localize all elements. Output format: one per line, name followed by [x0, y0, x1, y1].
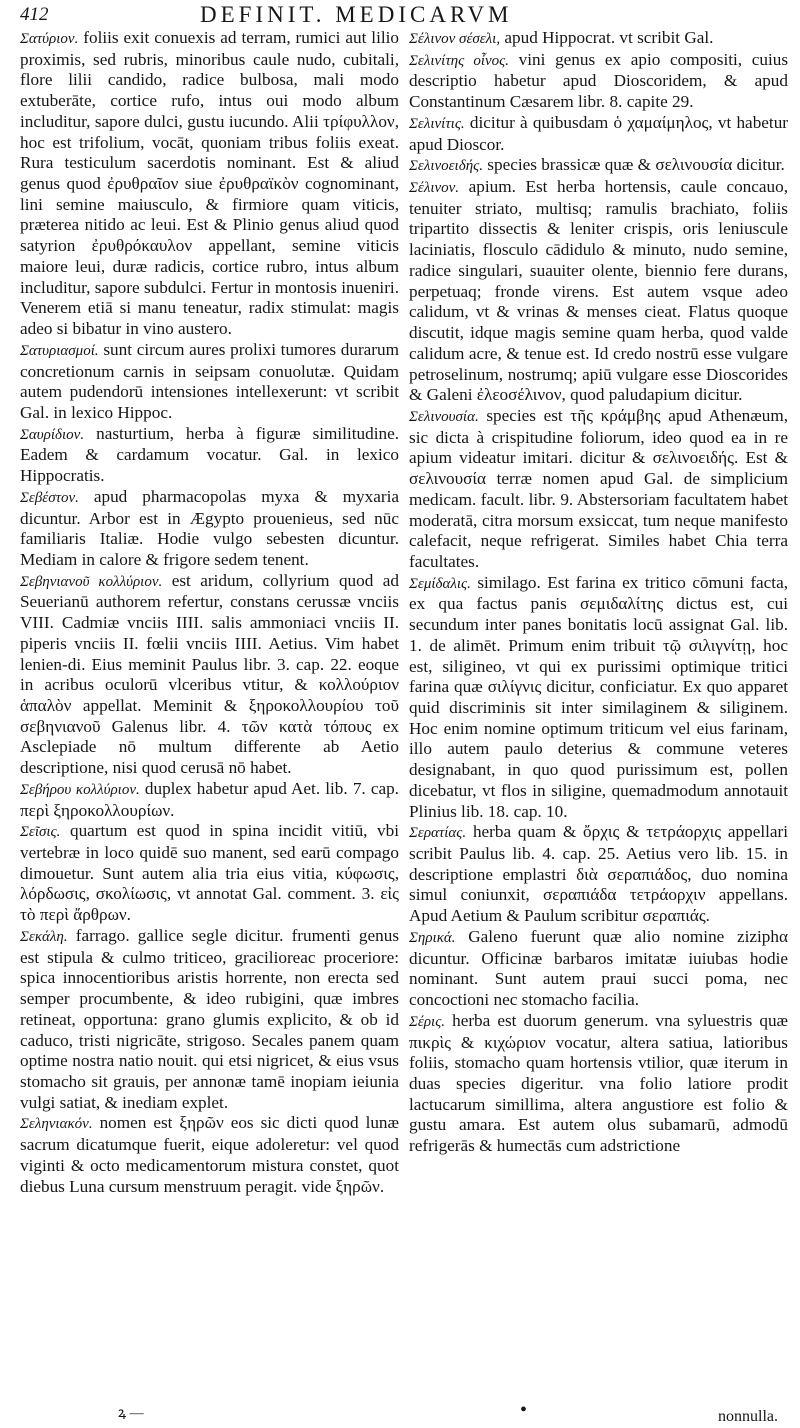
entry-lemma: Σατυριασμοί. [20, 342, 99, 359]
entry-text: apud Hippocrat. vt scribit Gal. [504, 28, 714, 47]
entry-text: sunt circum aures prolixi tumores durarum concretionum carnis in seipsam conuolutæ. Quidam autem pudendorū intensiones intellexerunt: vt scribit Gal. in lexico Hippoc. [20, 339, 399, 422]
dictionary-entry [409, 28, 788, 50]
entry-text: herba est duorum generum. vna syluestris quæ πικρὶς & κιχώριον vocatur, altera satiua, latioribus foliis, stomacho quam hortensis vtilior, quæ iterum in duas species digeritur. vna folio latiore prodit lactucarum simillima, altera angustiore est folio & gustu amara. Est autem olus subamarū, admodū refrigerās & humectās cum adstrictione [409, 1010, 788, 1156]
left-column [20, 28, 399, 1197]
dictionary-entry [409, 155, 788, 177]
entry-text: apud pharmacopolas myxa & myxaria dicuntur. Arbor est in Ægypto prouenieus, sed nūc familiaris Italiæ. Hodie vulgo sebesten dicuntur. Mediam in calore & frigore sedem tenent. [20, 486, 400, 569]
entry-lemma: Σεκάλη. [20, 928, 68, 945]
dictionary-entry [20, 926, 399, 1113]
dictionary-entry [409, 406, 788, 573]
book-page [0, 2, 800, 1428]
entry-text: apium. Est herba hortensis, caule concauo, tenuiter striato, multisq; ramulis brachiato, foliis tripartito dissectis & leniter crispis, oris leniuscule laciniatis, flosculo cādidulo & minuto, nudo semine, radice singulari, suauiter olente, biennio fere durans, perpetuaq; fronde virens. Est autem vsque adeo calidum, vt & vrinas & menses cieat. Flatus quoque discutit, idque magis semine quam herba, quod valde calidum acre, & tenue est. Id credo nostrū esse vulgare petroselinum, nostrumq; apiū vulgare esse Dioscorides & Galeni ἐλεοσέλινον, quod paludapium dicitur. [409, 177, 788, 405]
right-column [409, 28, 788, 1197]
dictionary-entry [409, 822, 788, 927]
page-header [20, 2, 788, 28]
dictionary-entry [409, 927, 788, 1011]
running-head: DEFINIT. MEDICARVM [200, 2, 513, 27]
entry-lemma: Σελινουσία. [409, 408, 479, 425]
entry-lemma: Σελινίτις. [409, 115, 465, 132]
dictionary-entry [409, 177, 788, 406]
entry-lemma: Σέλινον. [409, 180, 460, 197]
entry-lemma: Σεβέστον. [20, 489, 79, 506]
dictionary-entry [20, 424, 399, 487]
entry-text: nasturtium, herba à figuræ similitudine. Eadem & cardamum vocatur. Gal. in lexico Hippocratis. [20, 423, 399, 486]
entry-text: similago. Est farina ex tritico cōmuni facta, ex qua factus panis σεμιδαλίτης dictus est, cui secundum inter panes bonitatis locū assignat Gal. lib. 1. de alimēt. Primum enim tribuit τῷ σιλιγνίτῃ, hoc est, siligineo, vt qui ex purissimi optimique tritici farina quæ σιλίγνις dicitur, conficiatur. Ex quo apparet quid discriminis sit inter similaginem & siliginem. Hoc enim nomine optimum triticum vel eius farinam, illo autem paulo deterius & commune veteres designabant, in quo quod purissimum est, pollen dicebatur, vt flos in siligine, quemadmodum annotauit Plinius lib. 18. cap. 10. [409, 572, 789, 821]
bottom-marks [0, 1399, 800, 1426]
entry-lemma: Σελινοειδής. [409, 158, 483, 175]
entry-text: est aridum, collyrium quod ad Seuerianū authorem refertur, constans cerussæ vnciis VIII. Cadmiæ vnciis IIII. salis ammoniaci vnciis II. piperis vnciis II. fœlii vnciis IIII. Aetius. Vim habet lenien-di. Eius meminit Paulus libr. 3. cap. 22. eoque in acribus oculorū vlceribus vtitur, & κολλούριον ἁπαλὸν appellat. Meminit & ξηροκολλουρίου τοῦ σεβηνιανοῦ Galenus libr. 4. τῶν κατὰ τόπους ex Asclepiade nō multum differente ab Aetio descriptione, nisi quod cerusā nō habet. [20, 570, 399, 778]
printer-mark: ꝝ — [118, 1406, 144, 1421]
dictionary-entry [409, 1011, 788, 1157]
entry-text: species est τῆς κράμβης apud Athenæum, sic dicta à crispitudine foliorum, ideo quod ea in re apium videatur imitari. dicitur & σελινοειδής. Est & σελινουσία terræ nomen apud Gal. de simplicium medicam. facult. libr. 9. Abstersoriam facultatem habet moderatā, citra morsum exsiccat, tum neque manifesto calefacit, neque refrigerat. Similes habet Chia terra facultates. [409, 405, 788, 571]
entry-lemma: Σηρικά. [409, 929, 456, 946]
dictionary-entry [20, 340, 399, 424]
dictionary-entry [20, 1113, 399, 1197]
entry-text: Galeno fuerunt quæ alio nomine ziziphα dicuntur. Officinæ barbaros imitatæ iuiubas hodie nominant. Sunt autem praui succi poma, nec concoctioni nec stomacho facilia. [409, 926, 788, 1010]
entry-lemma: Σέλινον σέσελι, [409, 31, 501, 47]
dictionary-entry [409, 113, 788, 155]
entry-text: farrago. gallice segle dicitur. frumenti genus est stipula & culmo triticeo, gracilioreac proceriore: spica innocentioribus aristis horrente, non erecta sed semper procumbente, & ideo rubigini, quæ imbres retineat, opportuna: grano glumis explicito, & ob id caduco, tristi nigricāte, strigoso. Secales panem quam optime nostra natio nouit. qui etsi nigricet, & eius vsus stomacho sit grauis, per annonæ tamē inopiam ieiunia vulgi satiat, & inediam explet. [20, 925, 400, 1112]
entry-lemma: Σεμίδαλις. [409, 575, 471, 592]
entry-text: species brassicæ quæ & σελινουσία dicitur. [487, 155, 785, 175]
entry-lemma: Σελινίτης οἶνος. [409, 52, 509, 69]
entry-lemma: Σατύριον. [20, 31, 79, 47]
text-columns [20, 28, 788, 1197]
entry-text: dicitur à quibusdam ὁ χαμαίμηλος, vt habetur apud Dioscor. [409, 112, 789, 154]
dictionary-entry [20, 779, 399, 821]
entry-lemma: Σεῖσις. [20, 824, 61, 841]
ink-dot: • [520, 1399, 528, 1421]
dictionary-entry [409, 573, 788, 823]
entry-lemma: Σέρις. [409, 1013, 446, 1030]
entry-text: herba quam & ὄρχις & τετράορχις appellari scribit Paulus lib. 4. cap. 25. Aetius vero lib. 15. in descriptione emplastri διὰ σεραπιάδος, duo nomina simul coniunxit, σεραπιάδα τετράορχιν appellans. Apud Aetium & Paulum scribitur σεραπιάς. [409, 822, 788, 926]
dictionary-entry [20, 28, 399, 340]
entry-text: vini genus ex apio compositi, cuius descriptio habetur apud Dioscoridem, & apud Constantinum Cæsarem libr. 8. capite 29. [409, 49, 789, 112]
dictionary-entry [20, 487, 399, 571]
dictionary-entry [20, 571, 399, 779]
dictionary-entry [20, 821, 399, 926]
dictionary-entry [409, 50, 788, 113]
entry-lemma: Σεβηνιανοῦ κολλύριον. [20, 573, 163, 590]
entry-lemma: Σεληνιακόν. [20, 1116, 93, 1133]
entry-lemma: Σεβήρου κολλύριον. [20, 781, 140, 798]
entry-text: foliis exit conuexis ad terram, rumici aut lilio proximis, sed rubris, minoribus caule nudo, cubitali, flore lilii candido, radice bulbosa, mali modo extuberāte, cortice rufo, intus oui modo album includitur, sapore dulci, gustu iucundo. Alii τρίφυλλον, hoc est trifolium, vocāt, quoniam tribus foliis exeat. Rura testiculum sacerdotis nominant. Est & aliud genus quod ἐρυθραῖον siue ἐρυθραϊκὸν cognominant, lini semine maiusculo, & firmiore quam viticis, præterea nitido ac leui. Est & Plinio genus aliud quod satyrion ἐρυθρόκαυλον appellant, semine viticis maiore leui, duræ radicis, cortice rubro, intus album includitur, sapore subdulci. Fertur in montosis inueniri. Venerem etiā si manu teneatur, radix stimulat: magis adeo si bibatur in vino austero. [20, 28, 399, 339]
entry-text: quartum est quod in spina incidit vitiū, vbi vertebræ in loco quidē suo manent, sed earū compago dimouetur. Sunt autem alia tria eius vitia, κύφωσις, λόρδωσις, σκολίωσις, vt annotat Gal. comment. 3. εἰς τὸ περὶ ἄρθρων. [20, 821, 399, 925]
entry-text: duplex habetur apud Aet. lib. 7. cap. περὶ ξηροκολλουρίων. [20, 778, 399, 820]
catchword: nonnulla. [718, 1408, 778, 1425]
entry-text: nomen est ξηρῶν eos sic dicti quod lunæ sacrum dicatumque fuerit, eique adoleretur: vel quod viginti & octo medicamentorum mistura constet, quot diebus Luna cursum menstruum peragit. vide ξηρῶν. [20, 1113, 399, 1196]
page-number: 412 [20, 4, 49, 25]
entry-lemma: Σαυρίδιον. [20, 426, 85, 443]
entry-lemma: Σερατίας. [409, 825, 467, 842]
